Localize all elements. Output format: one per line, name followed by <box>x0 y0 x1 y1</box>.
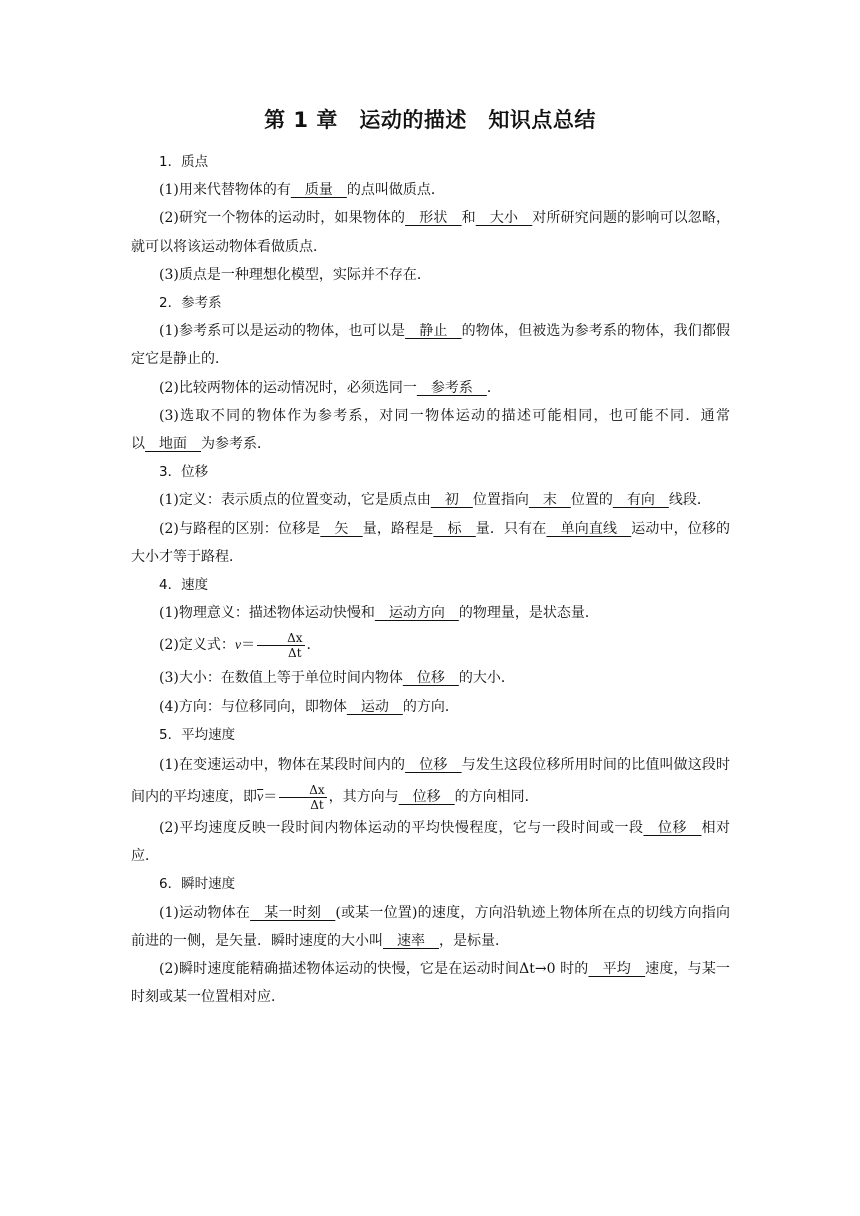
answer-blank: 运动 <box>346 698 403 715</box>
answer-blank: 参考系 <box>416 379 487 396</box>
text: (2)与路程的区别：位移是 <box>159 520 321 537</box>
equals-sign: ＝ <box>263 789 278 806</box>
title-topic: 运动的描述 <box>359 108 467 132</box>
fraction-denominator: Δt <box>310 797 324 812</box>
text: (1)运动物体在 <box>159 904 251 921</box>
paragraph <box>131 814 730 870</box>
text: (2)定义式： <box>159 637 235 654</box>
text: (2)比较两物体的运动情况时，必须选同一 <box>159 379 417 396</box>
text: 与发生这段位移所用时间的比值叫做这段时间内的平均速度，即 <box>131 757 730 806</box>
paragraph <box>131 599 730 627</box>
text: 量．只有在 <box>475 520 547 537</box>
text: ，是标量． <box>439 932 509 949</box>
section-heading: 5．平均速度 <box>159 726 236 743</box>
text: 的方向相同． <box>454 789 539 806</box>
text: (2)瞬时速度能精确描述物体运动的快慢，它是在运动时间Δt→0 时的 <box>159 961 589 978</box>
answer-blank: 地面 <box>145 436 201 453</box>
answer-blank: 矢 <box>320 520 363 537</box>
fraction-denominator: Δt <box>288 645 302 660</box>
answer-blank: 某一时刻 <box>250 904 336 921</box>
section-heading: 6．瞬时速度 <box>159 876 236 893</box>
answer-blank: 初 <box>430 492 473 509</box>
paragraph <box>131 627 730 664</box>
text: 的大小． <box>458 670 515 687</box>
page-title <box>0 104 860 134</box>
answer-blank: 末 <box>528 492 571 509</box>
text: 和 <box>461 210 476 227</box>
text: (1)用来代替物体的有 <box>159 182 291 199</box>
text: 位置指向 <box>472 492 529 509</box>
text: ． <box>486 379 501 396</box>
fraction <box>257 631 304 660</box>
paragraph <box>131 486 730 514</box>
paragraph <box>131 402 730 458</box>
answer-blank: 标 <box>433 520 476 537</box>
text: (2)平均速度反映一段时间内物体运动的平均快慢程度，它与一段时间或一段 <box>159 820 644 837</box>
text: 相对应． <box>131 820 731 865</box>
section-heading: 1．质点 <box>159 154 209 170</box>
text: 速度，与某一时刻或某一位置相对应． <box>131 961 731 1006</box>
section-heading: 3．位移 <box>159 464 209 481</box>
text: (1)在变速运动中，物体在某段时间内的 <box>159 757 406 774</box>
answer-blank: 静止 <box>405 323 462 340</box>
paragraph <box>131 515 730 571</box>
equals-sign: ＝ <box>241 637 256 654</box>
answer-blank: 位移 <box>402 670 459 687</box>
text: 量，路程是 <box>362 520 434 537</box>
paragraph <box>131 664 730 692</box>
paragraph <box>131 749 730 814</box>
fraction-numerator: Δx <box>257 631 304 646</box>
paragraph <box>131 955 730 1011</box>
text: (4)方向：与位移同向，即物体 <box>159 698 347 715</box>
text: 对所研究问题的影响可以忽略，就可以将该运动物体看做质点． <box>131 210 730 255</box>
fraction <box>279 783 326 812</box>
text: 为参考系． <box>201 436 271 453</box>
document-body <box>131 148 730 1011</box>
text: (3)选取不同的物体作为参考系，对同一物体运动的描述可能相同，也可能不同．通常以 <box>131 407 730 453</box>
answer-blank: 运动方向 <box>374 605 459 622</box>
average-velocity-symbol: $\overline{v}$ <box>257 790 264 806</box>
answer-blank: 质量 <box>290 182 347 199</box>
text: ，其方向与 <box>328 789 399 806</box>
text: 线段． <box>668 492 711 509</box>
text: 的方向． <box>402 698 459 715</box>
answer-blank: 位移 <box>405 757 462 774</box>
text: (3)大小：在数值上等于单位时间内物体 <box>159 670 403 687</box>
paragraph <box>131 317 730 373</box>
paragraph: (3)质点是一种理想化模型，实际并不存在． <box>159 266 431 283</box>
text: . <box>306 637 311 654</box>
fraction-numerator: Δx <box>279 783 326 798</box>
text: 的点叫做质点． <box>346 182 445 199</box>
answer-blank: 有向 <box>612 492 669 509</box>
text: (1)参考系可以是运动的物体，也可以是 <box>159 323 406 340</box>
answer-blank: 大小 <box>475 210 533 227</box>
paragraph <box>131 693 730 721</box>
text: 位置的 <box>570 492 613 509</box>
answer-blank: 位移 <box>398 789 455 806</box>
text: 的物体，但被选为参考系的物体，我们都假定它是静止的． <box>131 323 730 368</box>
section-heading: 4．速度 <box>159 577 209 594</box>
text: (或某一位置)的速度，方向沿轨迹上物体所在点的切线方向指向前进的一侧，是矢量．瞬时速度的大小叫 <box>131 904 730 949</box>
velocity-symbol: v <box>234 638 242 654</box>
text: (1)物理意义：描述物体运动快慢和 <box>159 605 375 622</box>
paragraph <box>131 176 730 204</box>
paragraph <box>131 374 730 402</box>
paragraph <box>131 899 730 955</box>
answer-blank: 平均 <box>588 961 646 978</box>
answer-blank: 位移 <box>643 820 702 837</box>
text: (2)研究一个物体的运动时，如果物体的 <box>159 210 406 227</box>
text: (1)定义：表示质点的位置变动，它是质点由 <box>159 492 431 509</box>
title-subtitle: 知识点总结 <box>488 108 596 132</box>
answer-blank: 速率 <box>383 932 439 949</box>
answer-blank: 形状 <box>405 210 462 227</box>
paragraph <box>131 204 730 260</box>
section-heading: 2．参考系 <box>159 295 222 312</box>
text: 运动中，位移的大小才等于路程． <box>131 520 731 565</box>
answer-blank: 单向直线 <box>546 520 632 537</box>
title-chapter: 第 1 章 <box>264 108 338 132</box>
text: 的物理量，是状态量． <box>458 605 599 622</box>
